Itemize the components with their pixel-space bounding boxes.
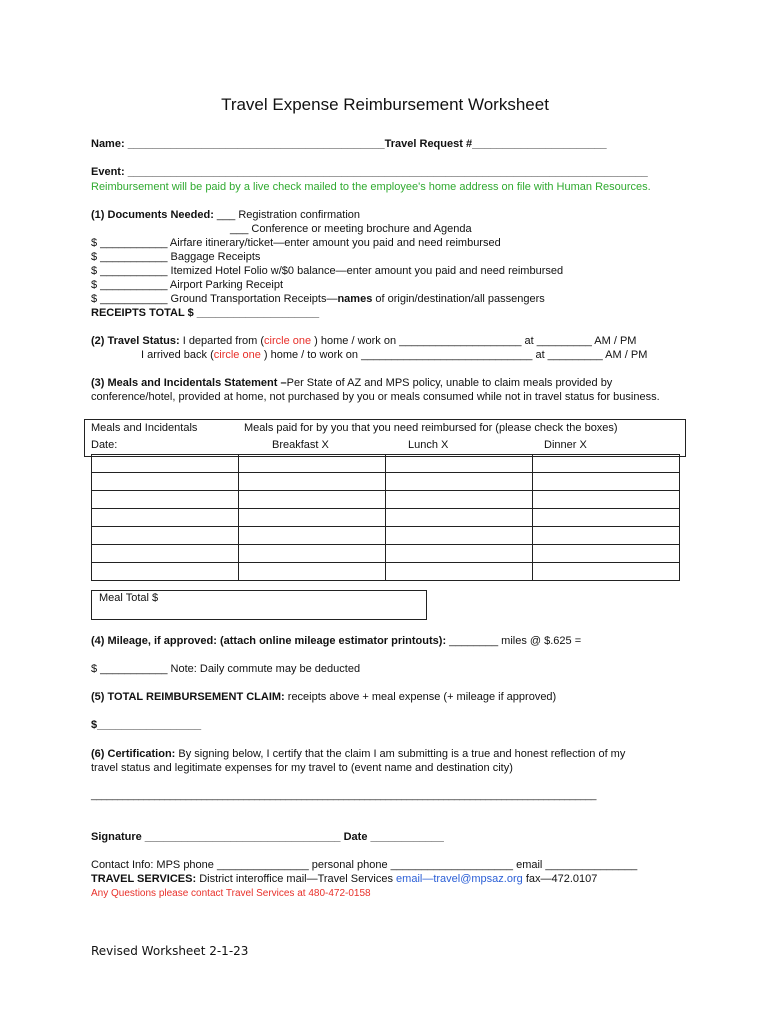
breakfast-cell[interactable]	[239, 545, 386, 563]
travel-status-line2	[141, 349, 647, 361]
receipts-total[interactable]: RECEIPTS TOTAL $ ____________________	[91, 307, 320, 319]
revision-footer: Revised Worksheet 2-1-23	[91, 944, 249, 958]
table-row	[92, 509, 680, 527]
travel-services-label: TRAVEL SERVICES:	[91, 873, 197, 885]
dinner-cell[interactable]	[533, 509, 680, 527]
travel-services-text: District interoffice mail—Travel Services	[199, 873, 393, 885]
dinner-cell[interactable]	[533, 473, 680, 491]
dinner-cell[interactable]	[533, 563, 680, 581]
documents-item-2	[91, 237, 501, 249]
date-cell[interactable]	[92, 509, 239, 527]
meals-col-label: Meals and Incidentals	[91, 422, 198, 434]
certification-text1: By signing below, I certify that the claim I am submitting is a true and honest reflection of my	[178, 748, 626, 760]
table-row	[92, 563, 680, 581]
table-row	[92, 527, 680, 545]
arrived-fields[interactable]: ) home / to work on ____________________________ at _________ AM / PM	[263, 349, 648, 361]
date-cell[interactable]	[92, 491, 239, 509]
dinner-cell[interactable]	[533, 491, 680, 509]
event-field	[91, 166, 648, 178]
doc-amount-2[interactable]: $ ___________	[91, 237, 168, 249]
doc-amount-4[interactable]: $ ___________	[91, 265, 168, 277]
breakfast-cell[interactable]	[239, 473, 386, 491]
travel-email-link[interactable]: email—travel@mpsaz.org	[396, 873, 523, 885]
lunch-cell[interactable]	[386, 455, 533, 473]
breakfast-cell[interactable]	[239, 509, 386, 527]
total-text: receipts above + meal expense (+ mileage if approved)	[287, 691, 557, 703]
dinner-cell[interactable]	[533, 455, 680, 473]
travel-request-input[interactable]: ______________________	[472, 138, 607, 150]
date-cell[interactable]	[92, 527, 239, 545]
meals-text1: Per State of AZ and MPS policy, unable to claim meals provided by	[286, 377, 613, 389]
breakfast-label: Breakfast X	[272, 439, 329, 451]
names-bold: names	[337, 293, 373, 305]
documents-item-6	[91, 293, 545, 305]
certification-heading: (6) Certification:	[91, 748, 176, 760]
name-field	[91, 138, 607, 150]
mileage-rate[interactable]: ________ miles @ $.625 =	[449, 635, 582, 647]
breakfast-cell[interactable]	[239, 455, 386, 473]
travel-fax: fax—472.0107	[525, 873, 598, 885]
travel-services-line	[91, 873, 597, 885]
departed-fields[interactable]: ) home / work on ____________________ at _________ AM / PM	[314, 335, 637, 347]
names-tail: of origin/destination/all passengers	[372, 293, 545, 305]
dinner-cell[interactable]	[533, 545, 680, 563]
breakfast-cell[interactable]	[239, 527, 386, 545]
dinner-label: Dinner X	[544, 439, 587, 451]
documents-item-0	[91, 209, 360, 221]
mileage-line1	[91, 635, 581, 647]
name-input[interactable]: __________________________________________	[127, 138, 385, 150]
arrived-text: I arrived back (	[141, 349, 214, 361]
date-cell[interactable]	[92, 563, 239, 581]
lunch-cell[interactable]	[386, 491, 533, 509]
date-cell[interactable]	[92, 473, 239, 491]
date-cell[interactable]	[92, 455, 239, 473]
table-row	[92, 491, 680, 509]
lunch-cell[interactable]	[386, 563, 533, 581]
travel-status-heading: (2) Travel Status:	[91, 335, 180, 347]
travel-status-line1	[91, 335, 636, 347]
circle-one-2: circle one	[213, 349, 261, 361]
doc-text-2: Airfare itinerary/ticket—enter amount you paid and need reimbursed	[169, 237, 501, 249]
documents-item-5	[91, 279, 283, 291]
event-destination-input[interactable]: ________________________________________________________________________________________________	[91, 790, 597, 801]
reimbursement-notice: Reimbursement will be paid by a live check mailed to the employee's home address on file with Human Resources.	[91, 181, 651, 193]
event-label: Event:	[91, 166, 125, 178]
travel-request-label: Travel Request #	[384, 138, 473, 150]
page-title: Travel Expense Reimbursement Worksheet	[221, 95, 549, 114]
doc-amount-6[interactable]: $ ___________	[91, 293, 168, 305]
total-heading: (5) TOTAL REIMBURSEMENT CLAIM:	[91, 691, 285, 703]
documents-item-1	[230, 223, 472, 235]
circle-one-1: circle one	[264, 335, 312, 347]
breakfast-cell[interactable]	[239, 563, 386, 581]
mileage-line2[interactable]: $ ___________ Note: Daily commute may be deducted	[91, 663, 361, 675]
total-line	[91, 691, 556, 703]
table-row	[92, 473, 680, 491]
name-label: Name:	[91, 138, 125, 150]
departed-text: I departed from (	[182, 335, 265, 347]
table-row	[92, 545, 680, 563]
lunch-cell[interactable]	[386, 509, 533, 527]
doc-text-1: Conference or meeting brochure and Agenda	[251, 223, 472, 235]
doc-text-4: Itemized Hotel Folio w/$0 balance—enter amount you paid and need reimbursed	[170, 265, 564, 277]
documents-item-4	[91, 265, 563, 277]
lunch-label: Lunch X	[408, 439, 449, 451]
certification-line2: travel status and legitimate expenses for my travel to (event name and destination city)	[91, 762, 513, 774]
certification-line1	[91, 748, 625, 760]
doc-text-0: Registration confirmation	[238, 209, 361, 221]
mileage-heading: (4) Mileage, if approved: (attach online mileage estimator printouts):	[91, 635, 447, 647]
documents-heading: (1) Documents Needed:	[91, 209, 214, 221]
contact-info[interactable]: Contact Info: MPS phone _______________ personal phone ____________________ email _______________	[91, 859, 638, 871]
doc-text-3: Baggage Receipts	[170, 251, 261, 263]
meals-statement-2: conference/hotel, provided at home, not purchased by you or meals consumed while not in travel status for business.	[91, 391, 660, 403]
table-row	[92, 455, 680, 473]
doc-amount-3[interactable]: $ ___________	[91, 251, 168, 263]
meal-total-label: Meal Total $	[99, 592, 159, 604]
signature-date-line[interactable]: Signature ________________________________ Date ____________	[91, 831, 444, 843]
meals-col-desc: Meals paid for by you that you need reimbursed for (please check the boxes)	[244, 422, 618, 434]
meals-heading: (3) Meals and Incidentals Statement –	[91, 377, 287, 389]
doc-check-0[interactable]: ___	[216, 209, 236, 221]
lunch-cell[interactable]	[386, 473, 533, 491]
doc-amount-5[interactable]: $ ___________	[91, 279, 168, 291]
lunch-cell[interactable]	[386, 545, 533, 563]
questions-contact: Any Questions please contact Travel Services at 480-472-0158	[91, 888, 371, 899]
meals-table	[91, 454, 680, 581]
event-input[interactable]: _____________________________________________________________________________________	[127, 166, 648, 178]
meals-statement-1	[91, 377, 612, 389]
doc-check-1[interactable]: ___	[230, 223, 249, 235]
total-amount-input[interactable]: $_________________	[91, 719, 202, 731]
doc-text-5: Airport Parking Receipt	[169, 279, 284, 291]
dinner-cell[interactable]	[533, 527, 680, 545]
lunch-cell[interactable]	[386, 527, 533, 545]
breakfast-cell[interactable]	[239, 491, 386, 509]
date-cell[interactable]	[92, 545, 239, 563]
date-label: Date:	[91, 439, 118, 451]
doc-text-6: Ground Transportation Receipts—	[170, 293, 338, 305]
documents-item-3	[91, 251, 260, 263]
